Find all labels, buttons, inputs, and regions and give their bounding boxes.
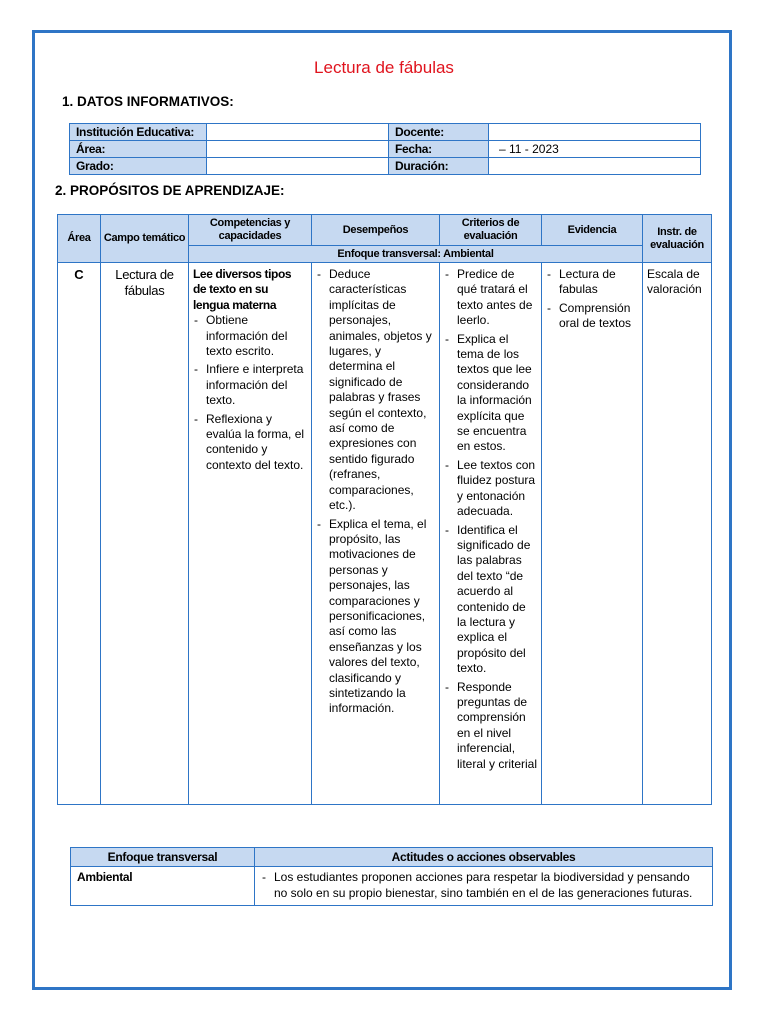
header-campo: Campo temático bbox=[101, 215, 189, 263]
desempenos-list bbox=[316, 267, 435, 717]
info-row bbox=[70, 124, 701, 141]
fecha-value[interactable]: – 11 - 2023 bbox=[489, 141, 701, 158]
enfoque-name: Ambiental bbox=[71, 867, 255, 906]
list-item: - Predice de qué tratará el texto antes de leerlo. bbox=[444, 267, 537, 329]
duracion-label: Duración: bbox=[389, 158, 489, 175]
criterios-list bbox=[444, 267, 537, 772]
enfoque-table bbox=[70, 847, 713, 906]
institucion-label: Institución Educativa: bbox=[70, 124, 207, 141]
header-instrumento: Instr. de evaluación bbox=[643, 215, 712, 263]
criterios-cell bbox=[440, 263, 542, 805]
header-actitudes: Actitudes o acciones observables bbox=[255, 848, 713, 867]
list-item: - Identifica el significado de las palabras del texto “de acuerdo al contenido de la lectura y explica el propósito del texto. bbox=[444, 523, 537, 677]
enfoque-transversal-label: Enfoque transversal: Ambiental bbox=[189, 246, 643, 263]
list-item: - Explica el tema de los textos que lee considerando la información explícita que se encuentra en estos. bbox=[444, 332, 537, 455]
section-heading-propositos: 2. PROPÓSITOS DE APRENDIZAJE: bbox=[55, 183, 285, 198]
table-row bbox=[58, 263, 712, 805]
area-cell: C bbox=[58, 263, 101, 805]
header-competencias: Competencias y capacidades bbox=[189, 215, 312, 246]
info-row bbox=[70, 141, 701, 158]
actitudes-list bbox=[261, 869, 706, 901]
list-item: - Comprensión oral de textos bbox=[546, 301, 638, 332]
enfoque-header-row bbox=[71, 848, 713, 867]
document-title: Lectura de fábulas bbox=[314, 58, 454, 77]
fecha-label: Fecha: bbox=[389, 141, 489, 158]
purpose-table bbox=[57, 214, 712, 805]
grado-label: Grado: bbox=[70, 158, 207, 175]
evidencia-list bbox=[546, 267, 638, 332]
area-value[interactable] bbox=[207, 141, 389, 158]
desempenos-cell bbox=[312, 263, 440, 805]
list-item: - Infiere e interpreta información del texto. bbox=[193, 362, 307, 408]
header-evidencia: Evidencia bbox=[542, 215, 643, 246]
docente-value[interactable] bbox=[489, 124, 701, 141]
list-item: - Reflexiona y evalúa la forma, el contenido y contexto del texto. bbox=[193, 412, 307, 474]
campo-cell: Lectura de fábulas bbox=[101, 263, 189, 805]
header-area: Área bbox=[58, 215, 101, 263]
list-item: - Explica el tema, el propósito, las motivaciones de personas y personajes, las comparaciones y personificaciones, así como las enseñanzas y los valores del texto, clasificando y sintetizando la información. bbox=[316, 517, 435, 717]
header-enfoque: Enfoque transversal bbox=[71, 848, 255, 867]
list-item: - Los estudiantes proponen acciones para respetar la biodiversidad y pensando no solo en su propio bienestar, sino también en el de las generaciones futuras. bbox=[261, 869, 706, 901]
competencia-title: Lee diversos tipos de texto en su lengua materna bbox=[193, 267, 292, 312]
purpose-header-row bbox=[58, 215, 712, 246]
info-table bbox=[69, 123, 701, 175]
docente-label: Docente: bbox=[389, 124, 489, 141]
section-heading-datos: 1. DATOS INFORMATIVOS: bbox=[62, 94, 234, 109]
list-item: - Obtiene información del texto escrito. bbox=[193, 313, 307, 359]
list-item: - Deduce características implícitas de personajes, animales, objetos y lugares, y determina el significado de palabras y frases según el contexto, así como de expresiones con sentido figurado (refranes, comparaciones, etc.). bbox=[316, 267, 435, 514]
header-desempenos: Desempeños bbox=[312, 215, 440, 246]
table-row bbox=[71, 867, 713, 906]
list-item: - Lee textos con fluidez postura y entonación adecuada. bbox=[444, 458, 537, 520]
capacidades-list bbox=[193, 313, 307, 473]
info-row bbox=[70, 158, 701, 175]
institucion-value[interactable] bbox=[207, 124, 389, 141]
area-label: Área: bbox=[70, 141, 207, 158]
header-criterios: Criterios de evaluación bbox=[440, 215, 542, 246]
duracion-value[interactable] bbox=[489, 158, 701, 175]
list-item: - Lectura de fabulas bbox=[546, 267, 638, 298]
evidencia-cell bbox=[542, 263, 643, 805]
actitudes-cell bbox=[255, 867, 713, 906]
list-item: - Responde preguntas de comprensión en el nivel inferencial, literal y criterial bbox=[444, 680, 537, 772]
instrumento-cell: Escala de valoración bbox=[643, 263, 712, 805]
competencias-cell bbox=[189, 263, 312, 805]
grado-value[interactable] bbox=[207, 158, 389, 175]
